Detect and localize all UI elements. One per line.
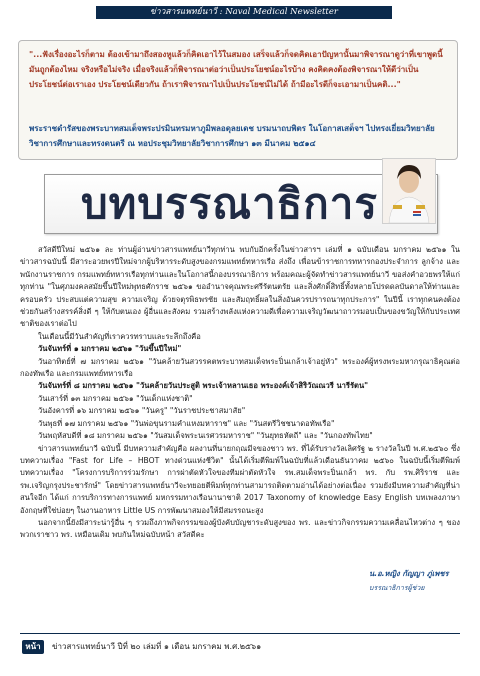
important-day-item: วันเสาร์ที่ ๑๓ มกราคม ๒๕๖๑ "วันเด็กแห่งชาติ": [38, 393, 193, 403]
important-day-item: วันจันทร์ที่ ๘ มกราคม ๒๕๖๑ "วันคล้ายวันประสูติ พระเจ้าหลานเธอ พระองค์เจ้าสิริวัณณวรี นารีรัตน": [38, 381, 369, 391]
editorial-paragraph-content: ข่าวสารแพทย์นาวี ฉบับนี้ มีบทความสำคัญคือ ผลงานที่นายกฤณมีจของชาว พร. ที่ได้รับรางวัลเลิศรัฐ ๒ รางวัลในปี พ.ศ.๒๕๖๐ ซึ่งบทความเรื่อง "Fast for Life – HBOT ทางด่วนแห่งชีวิต" นั้นได้เริ่มตีพิมพ์ในฉบับที่แล้วเดือนธันวาคม ๒๕๖๐ ในฉบับนี้เริ่มตีพิมพ์บทความเรื่อง "โครงการบริการร่วมรักษา การผ่าตัดหัวใจของทีมผ่าตัดหัวใจ รพ.สมเด็จพระปิ่นเกล้า พร. กับ รพ.ศิริราช และ รพ.เจริญกรุงประชารักษ์" โดยข่าวสารแพทย์นาวีจะทยอยตีพิมพ์ทุกท่านสามารถติดตามอ่านได้อย่างต่อเนื่อง รวมยังมีบทความสำคัญที่น่าสนใจอีก ได้แก่ การบริการทางการแพทย์ มหกรรมทางเรือนานาชาติ 2017 Taxonomy of knowledge Easy English บทเพลงภาษาอังกฤษที่ใช่บ่อยๆ ในงานอาหาร Little US การพัฒนาสมองให้มีสมรรถนะสูง: [20, 443, 460, 515]
editor-portrait: [382, 158, 436, 224]
royal-quote-text: "...ฟังเรื่องอะไรก็ตาม ต้องเข้ามาถึงสองหูแล้วก็คิดเอาไว้ในสมอง เสร็จแล้วก็จดคิดเอาปัญหานั้นมาพิจารณาดูว่าที่เขาพูดนี้มันถูกต้องไหม จริงหรือไม่จริง เมื่อจริงแล้วก็พิจารณาต่อว่าเป็นประโยชน์อะไรบ้าง คงคิดคงต้องพิจารณาให้ดีว่าเป็นประโยชน์ต่อเราเอง ประโยชน์เดียวกัน ถ้าเราพิจารณาไปเป็นประโยชน์ไม่ได้ ถ้ามีอะไรดีก็จะเอามาเป็นคติ...": [29, 50, 443, 89]
editorial-body: [20, 244, 460, 542]
important-day-item: วันพุธที่ ๑๗ มกราคม ๒๕๖๑ "วันพ่อขุนรามคำแหงมหาราช" และ "วันสตรีวิชชนาดอทัพเรือ": [38, 418, 335, 428]
editorial-title: บทบรรณาธิการ: [81, 179, 378, 228]
editor-signature-title: บรรณาธิการผู้ช่วย: [369, 584, 425, 592]
footer-issue-info: ข่าวสารแพทย์นาวี ปีที่ ๒๐ เล่มที่ ๑ เดือน มกราคม พ.ศ.๒๕๖๑: [52, 642, 262, 651]
newsletter-header: ข่าวสารแพทย์นาวี : Naval Medical Newsletter: [96, 6, 392, 19]
editor-signature-name: น.อ.หญิง กัญญา ภู่เพชร: [369, 569, 449, 578]
page-number-badge: หน้า ๑: [22, 640, 44, 654]
editor-portrait-image: [383, 159, 435, 223]
editorial-title-banner: [44, 174, 438, 234]
royal-quote-box: [18, 40, 458, 160]
footer-divider: [20, 633, 460, 634]
editorial-paragraph-closing: นอกจากนี้ยังมีสาระน่ารู้อื่น ๆ รวมถึงภาพกิจกรรมของผู้บังคับบัญชาระดับสูงของ พร. และข่าวกิจกรรมความเคลื่อนไหวต่าง ๆ ของพวกเราชาว พร. เหมือนเดิม พบกันใหม่ฉบับหน้า สวัสดีคะ: [20, 517, 460, 540]
editorial-paragraph-greeting: สวัสดีปีใหม่ ๒๕๖๑ ละ ท่านผู้อ่านข่าวสารแพทย์นาวีทุกท่าน พบกับอีกครั้งในข่าวสารฯ เล่มที่ ๑ ฉบับเดือน มกราคม ๒๕๖๑ ในข่าวสารฉบับนี้ มีสาระอวยพรปีใหม่จากผู้บริหารระดับสูงของกรมแพทย์ทหารเรือ ส่งถึง เพื่อนข้าราชการทหารกองประจำการ ลูกจ้าง และพนักงานราชการ กรมแพทย์ทหารเรือทุกท่านและในโอกาสนี้กองบรรณาธิการ พร้อมคณะผู้จัดทำข่าวสารแพทย์นาวี ขอส่งคำอวยพรให้แก่ทุกท่าน "ในศุภมงคลสมัยขึ้นปีใหม่พุทธศักราช ๒๕๖๑ ขออำนาจคุณพระศรีรัตนตรัย และสิ่งศักดิ์สิทธิ์ทั้งหลายโปรดดลบันดาลให้ท่านและครอบครัว ประสบแต่ความสุข ความเจริญ ด้วยจตุรพิธพรชัย และสัมฤทธิ์ผลในสิ่งอันควรปรารถนาทุกประการ" ในปีนี้ เราทุกคนคงต้องช่วยกันสร้างสรรค์สิ่งดี ๆ ให้กับตนเอง ผู้อื่นและสังคม รวมสร้างพลังแห่งความดีเพื่อความเจริญวัฒนาถาวรมอบเป็นของขวัญให้กับประเทศชาติของเราต่อไป: [20, 245, 460, 329]
important-days-intro: ในเดือนนี้มีวันสำคัญที่เราควรทราบและระลึกถึงคือ: [38, 331, 201, 341]
important-day-item: วันอาทิตย์ที่ ๗ มกราคม ๒๕๖๑ "วันคล้ายวันสวรรคตพระบาทสมเด็จพระปิ่นเกล้าเจ้าอยู่หัว" พระองค์ผู้ทรงพระมหากรุณาธิคุณต่อกองทัพเรือ และกรมแพทย์ทหารเรือ: [20, 356, 460, 379]
important-day-item: วันอังคารที่ ๑๖ มกราคม ๒๕๖๑ "วันครู" "วันราชประชาสมาสัย": [38, 406, 246, 416]
important-day-item: วันพฤหัสบดีที่ ๑๘ มกราคม ๒๕๖๑ "วันสมเด็จพระนเรศวรมหาราช" "วันยุทธหัตถี" และ "วันกองทัพไทย": [38, 431, 373, 441]
important-day-item: วันจันทร์ที่ ๑ มกราคม ๒๕๖๑ "วันขึ้นปีใหม่": [38, 344, 182, 354]
royal-quote-attribution: พระราชดำรัสของพระบาทสมเด็จพระปรมินทรมหาภูมิพลอดุลยเดช บรมนาถบพิตร ในโอกาสเสด็จฯ ไปทรงเยี่ยมวิทยาลัยวิชาการศึกษาและทรงดนตรี ณ หอประชุมวิทยาลัยวิชาการศึกษา ๑๓ มีนาคม ๒๕๑๔: [29, 124, 435, 148]
